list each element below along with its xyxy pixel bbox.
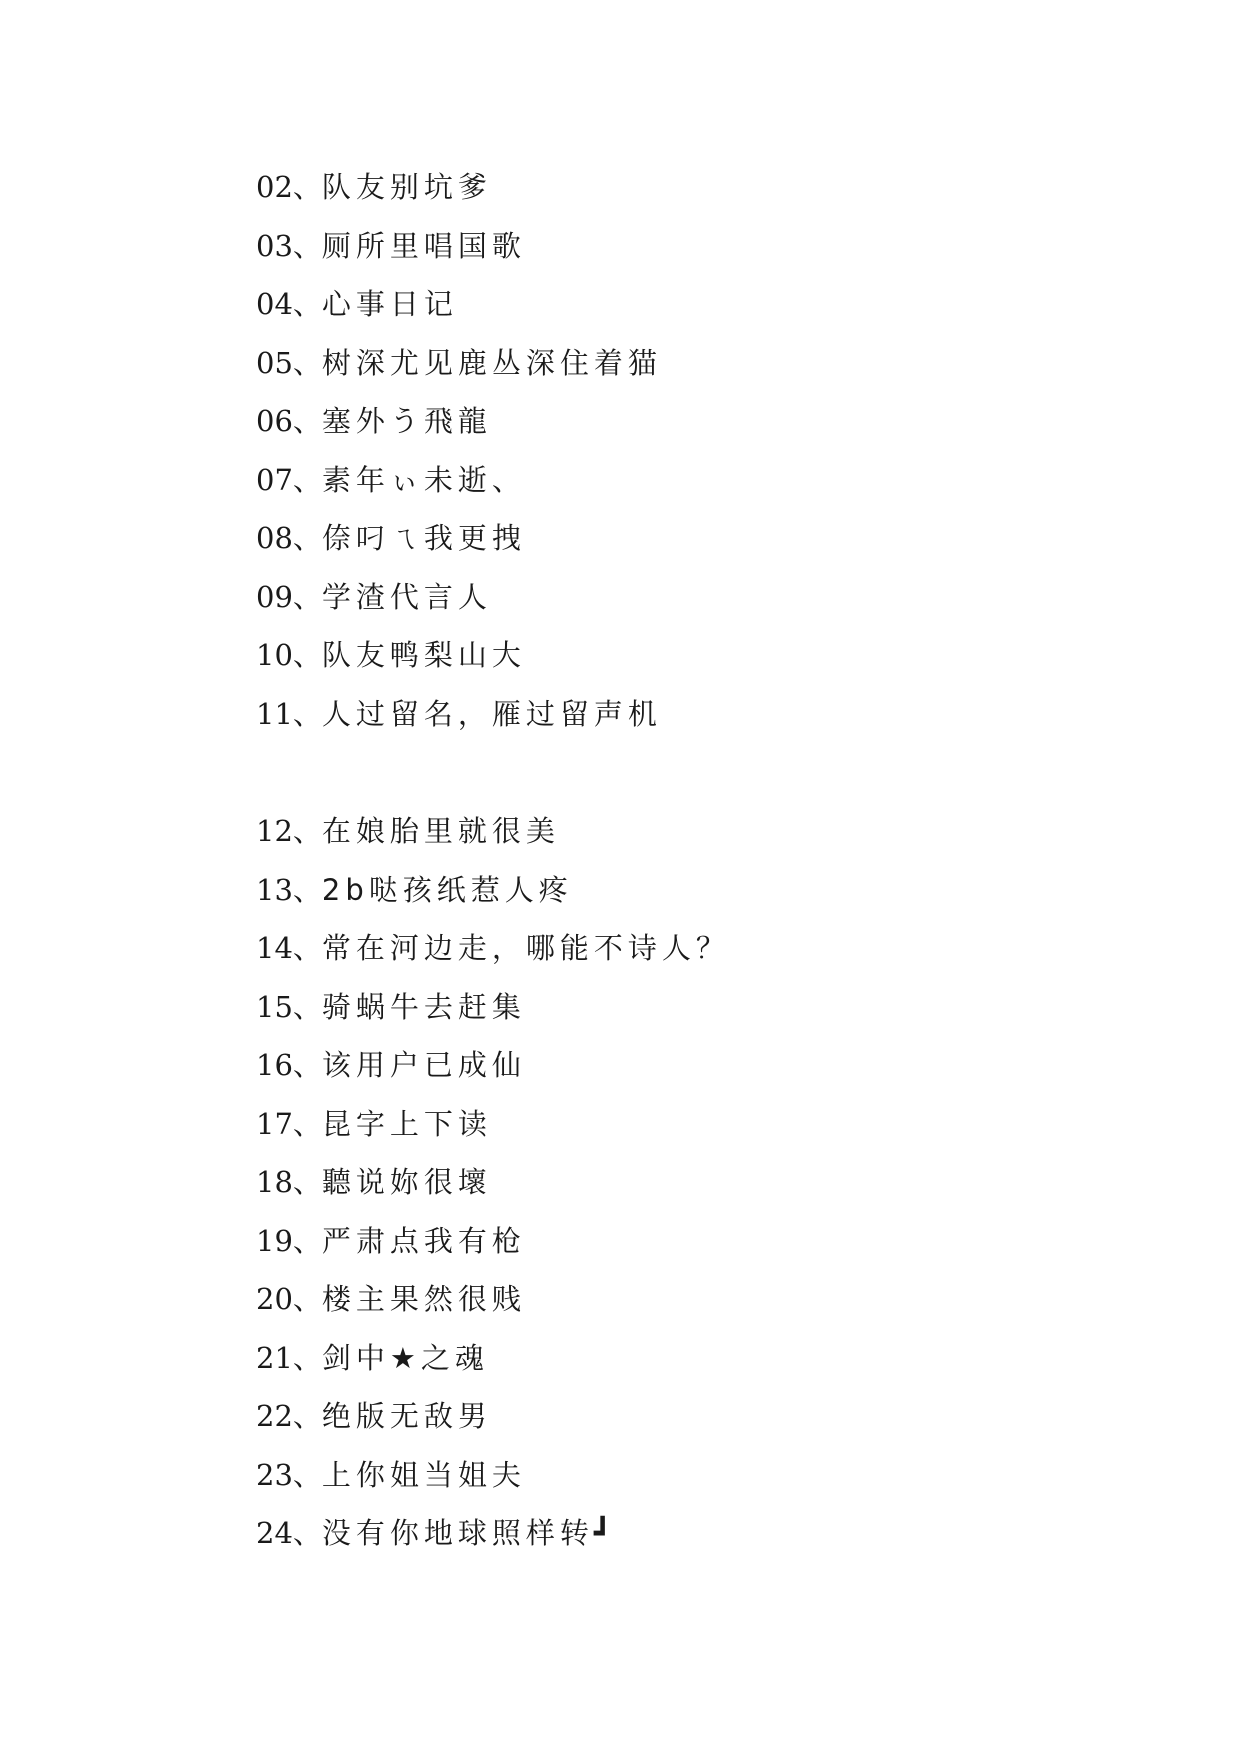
- item-text: 绝版无敌男: [321, 1399, 492, 1433]
- item-number: 09、: [256, 579, 322, 614]
- item-text: 素年ぃ未逝、: [321, 462, 526, 497]
- list-item: [256, 1387, 1156, 1446]
- item-number: 05、: [256, 345, 322, 380]
- item-number: 16、: [256, 1048, 322, 1082]
- item-number: 07、: [256, 462, 322, 497]
- item-text: 严肃点我有枪: [321, 1223, 526, 1258]
- item-number: 10、: [256, 638, 322, 672]
- list-item: [256, 275, 1156, 334]
- item-number: 17、: [256, 1106, 322, 1141]
- item-text: 心事日记: [321, 287, 458, 321]
- item-number: 15、: [256, 989, 322, 1024]
- item-text: 在娘胎里就很美: [321, 814, 560, 848]
- item-number: 03、: [256, 228, 322, 263]
- item-text: 人过留名，雁过留声机: [321, 696, 662, 731]
- item-number: 23、: [256, 1457, 322, 1492]
- item-text: 树深尤见鹿丛深住着猫: [321, 345, 662, 380]
- item-number: 21、: [256, 1340, 322, 1375]
- item-number: 06、: [256, 404, 322, 438]
- list-item: [256, 334, 1156, 393]
- item-text: 上你姐当姐夫: [321, 1457, 526, 1492]
- list-item: [256, 1036, 1156, 1095]
- item-text: 该用户已成仙: [321, 1048, 526, 1082]
- item-text: 塞外う飛龍: [321, 404, 492, 438]
- item-number: 14、: [256, 931, 322, 965]
- item-number: 22、: [256, 1399, 322, 1433]
- item-text: 倷叼ㄟ我更拽: [321, 521, 526, 555]
- list-item: [256, 919, 1156, 978]
- item-text: 队友别坑爹: [321, 170, 492, 204]
- item-text: 剑中★之魂: [321, 1340, 489, 1375]
- nickname-list-group-2: [256, 802, 1156, 1563]
- list-item: [256, 978, 1156, 1037]
- item-text: 厕所里唱国歌: [321, 228, 526, 263]
- list-item: [256, 1329, 1156, 1388]
- item-number: 02、: [256, 170, 322, 204]
- list-item: [256, 509, 1156, 568]
- list-item: [256, 861, 1156, 920]
- item-text: 没有你地球照样转┛: [321, 1516, 617, 1550]
- item-number: 12、: [256, 814, 322, 848]
- list-item: [256, 1153, 1156, 1212]
- item-text: 楼主果然很贱: [321, 1282, 526, 1316]
- item-text: 昆字上下读: [321, 1106, 492, 1141]
- item-number: 19、: [256, 1223, 322, 1258]
- list-item: [256, 1446, 1156, 1505]
- item-number: 11、: [256, 696, 322, 731]
- item-number: 13、: [256, 872, 322, 907]
- list-item: [256, 1095, 1156, 1154]
- item-text: 骑蜗牛去赶集: [321, 989, 526, 1024]
- list-item: [256, 451, 1156, 510]
- item-text: 聽说妳很壞: [321, 1165, 492, 1199]
- item-text: 常在河边走，哪能不诗人？: [321, 931, 730, 965]
- item-number: 18、: [256, 1165, 322, 1199]
- list-item: [256, 626, 1156, 685]
- list-item: [256, 685, 1156, 744]
- item-number: 08、: [256, 521, 322, 555]
- list-item: [256, 802, 1156, 861]
- item-text: 学渣代言人: [321, 579, 492, 614]
- list-item: [256, 158, 1156, 217]
- item-text: 队友鸭梨山大: [321, 638, 526, 672]
- item-number: 04、: [256, 287, 322, 321]
- item-text: 2b哒孩纸惹人疼: [321, 872, 573, 907]
- list-item: [256, 1212, 1156, 1271]
- list-item: [256, 392, 1156, 451]
- item-number: 24、: [256, 1516, 322, 1550]
- list-item: [256, 217, 1156, 276]
- list-item: [256, 1270, 1156, 1329]
- item-number: 20、: [256, 1282, 322, 1316]
- list-item: [256, 568, 1156, 627]
- nickname-list-group-1: [256, 158, 1156, 743]
- list-item: [256, 1504, 1156, 1563]
